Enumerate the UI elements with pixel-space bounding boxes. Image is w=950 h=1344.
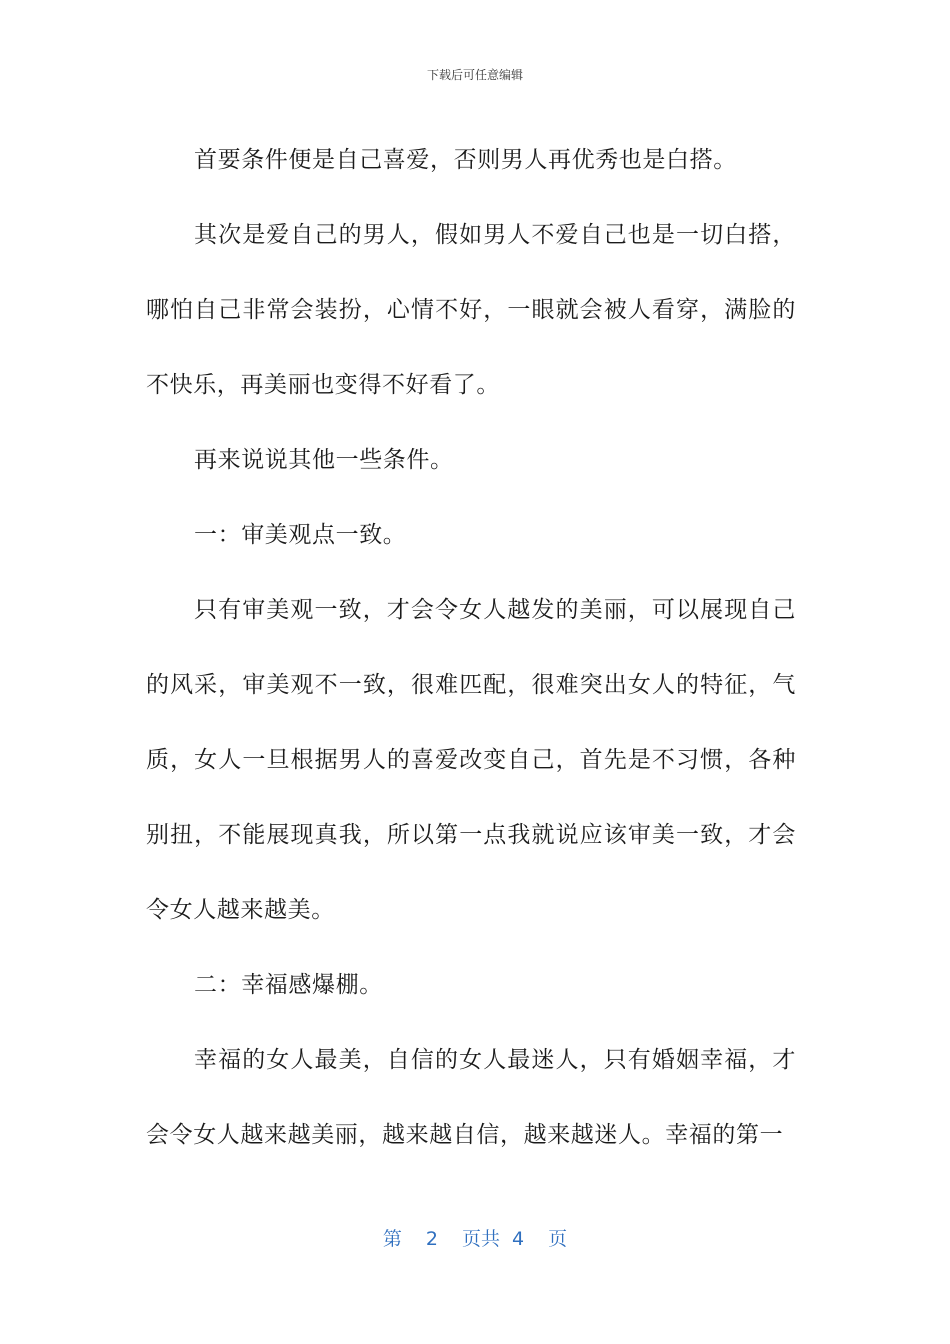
paragraph-3: 再来说说其他一些条件。 bbox=[194, 447, 454, 473]
section-heading-1: 一：审美观点一致。 bbox=[194, 522, 407, 548]
page-footer bbox=[0, 1224, 950, 1251]
paragraph-4: 只有审美观一致，才会令女人越发的美丽，可以展现自己的风采，审美观不一致，很难匹配，很难突出女人的特征，气质，女人一旦根据男人的喜爱改变自己，首先是不习惯，各种别扭，不能展现真我，所以第一点我就说应该审美一致，才会令女人越来越美。 bbox=[146, 597, 796, 923]
section-heading-2: 二：幸福感爆棚。 bbox=[194, 972, 383, 998]
page-header: 下载后可任意编辑 bbox=[426, 68, 523, 82]
paragraph-2: 其次是爱自己的男人，假如男人不爱自己也是一切白搭，哪怕自己非常会装扮，心情不好，一眼就会被人看穿，满脸的不快乐，再美丽也变得不好看了。 bbox=[146, 222, 796, 398]
document-body bbox=[146, 123, 796, 1173]
footer-prefix: 第 bbox=[382, 1228, 402, 1250]
footer-middle: 页共 bbox=[461, 1228, 500, 1250]
footer-suffix: 页 bbox=[548, 1228, 568, 1250]
footer-total-pages: 4 bbox=[512, 1228, 525, 1250]
paragraph-5: 幸福的女人最美，自信的女人最迷人，只有婚姻幸福，才会令女人越来越美丽，越来越自信，越来越迷人。幸福的第一 bbox=[146, 1047, 796, 1148]
paragraph-1: 首要条件便是自己喜爱，否则男人再优秀也是白搭。 bbox=[194, 147, 737, 173]
footer-current-page: 2 bbox=[425, 1228, 438, 1250]
